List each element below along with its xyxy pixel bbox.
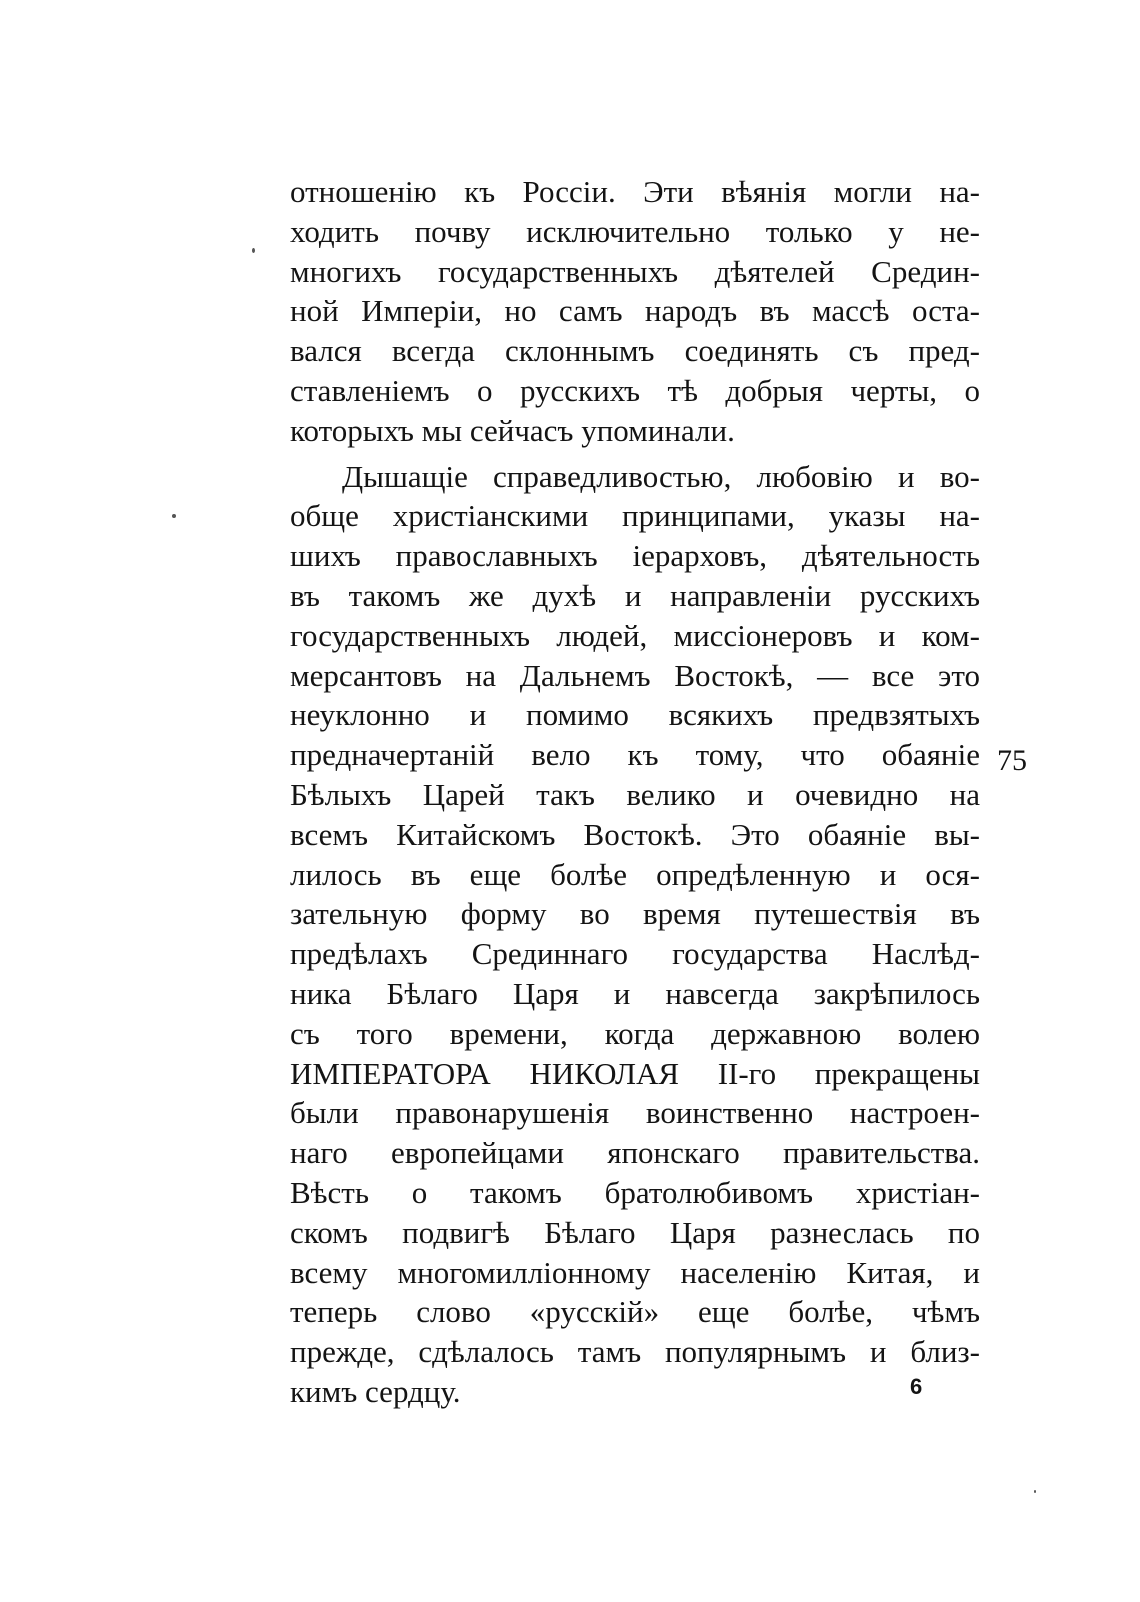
text-line: Дышащіе справедливостью, любовію и во- bbox=[342, 458, 980, 494]
text-line: кимъ сердцу. bbox=[290, 1373, 461, 1409]
text-line: отношенію къ Россіи. Эти вѣянія могли на- bbox=[290, 174, 980, 209]
text-line: всему многомилліонному населенію Китая, и bbox=[290, 1254, 980, 1290]
text-line: въ такомъ же духѣ и направленіи русскихъ bbox=[290, 577, 980, 613]
text-line: мерсантовъ на Дальнемъ Востокѣ, — все это bbox=[290, 657, 980, 693]
body-text bbox=[290, 172, 980, 1412]
text-line: предначертаній вело къ тому, что обаяніе bbox=[290, 737, 980, 773]
text-line: предѣлахъ Срединнаго государства Наслѣд- bbox=[290, 936, 980, 972]
text-line: наго европейцами японскаго правительства. bbox=[290, 1135, 980, 1171]
text-line: Вѣсть о такомъ братолюбивомъ христіан- bbox=[290, 1174, 980, 1210]
scan-speck bbox=[172, 514, 176, 518]
text-line: ставленіемъ о русскихъ тѣ добрыя черты, о bbox=[290, 372, 980, 408]
text-line: скомъ подвигѣ Бѣлаго Царя разнеслась по bbox=[290, 1214, 980, 1250]
text-line: прежде, сдѣлалось тамъ популярнымъ и близ- bbox=[290, 1334, 980, 1370]
scan-speck bbox=[252, 248, 255, 253]
text-line: неуклонно и помимо всякихъ предвзятыхъ bbox=[290, 697, 980, 733]
text-line: были правонарушенія воинственно настроен- bbox=[290, 1095, 980, 1131]
text-line: многихъ государственныхъ дѣятелей Средин- bbox=[290, 253, 980, 289]
text-line: ИМПЕРАТОРА НИКОЛАЯ II-го прекращены bbox=[290, 1055, 980, 1091]
text-line: Бѣлыхъ Царей такъ велико и очевидно на bbox=[290, 776, 980, 812]
text-line: обще христіанскими принципами, указы на- bbox=[290, 498, 980, 534]
text-line: всемъ Китайскомъ Востокѣ. Это обаяніе вы- bbox=[290, 816, 980, 852]
text-line: вался всегда склоннымъ соединять съ пред- bbox=[290, 333, 980, 369]
text-line: зательную форму во время путешествія въ bbox=[290, 896, 980, 932]
text-line: ходить почву исключительно только у не- bbox=[290, 213, 980, 249]
signature-mark: 6 bbox=[910, 1374, 923, 1399]
text-line: съ того времени, когда державною волею bbox=[290, 1015, 980, 1051]
text-line: ной Имперіи, но самъ народъ въ массѣ оста- bbox=[290, 293, 980, 329]
text-line: государственныхъ людей, миссіонеровъ и ком- bbox=[290, 617, 980, 653]
text-line: лилось въ еще болѣе опредѣленную и ося- bbox=[290, 856, 980, 892]
text-line: ника Бѣлаго Царя и навсегда закрѣпилось bbox=[290, 975, 980, 1011]
text-line: теперь слово «русскій» еще болѣе, чѣмъ bbox=[290, 1294, 980, 1330]
page-number: 75 bbox=[997, 744, 1027, 777]
text-line: которыхъ мы сейчасъ упоминали. bbox=[290, 412, 735, 448]
scan-speck bbox=[1034, 1490, 1036, 1493]
text-line: шихъ православныхъ іерарховъ, дѣятельность bbox=[290, 538, 980, 574]
